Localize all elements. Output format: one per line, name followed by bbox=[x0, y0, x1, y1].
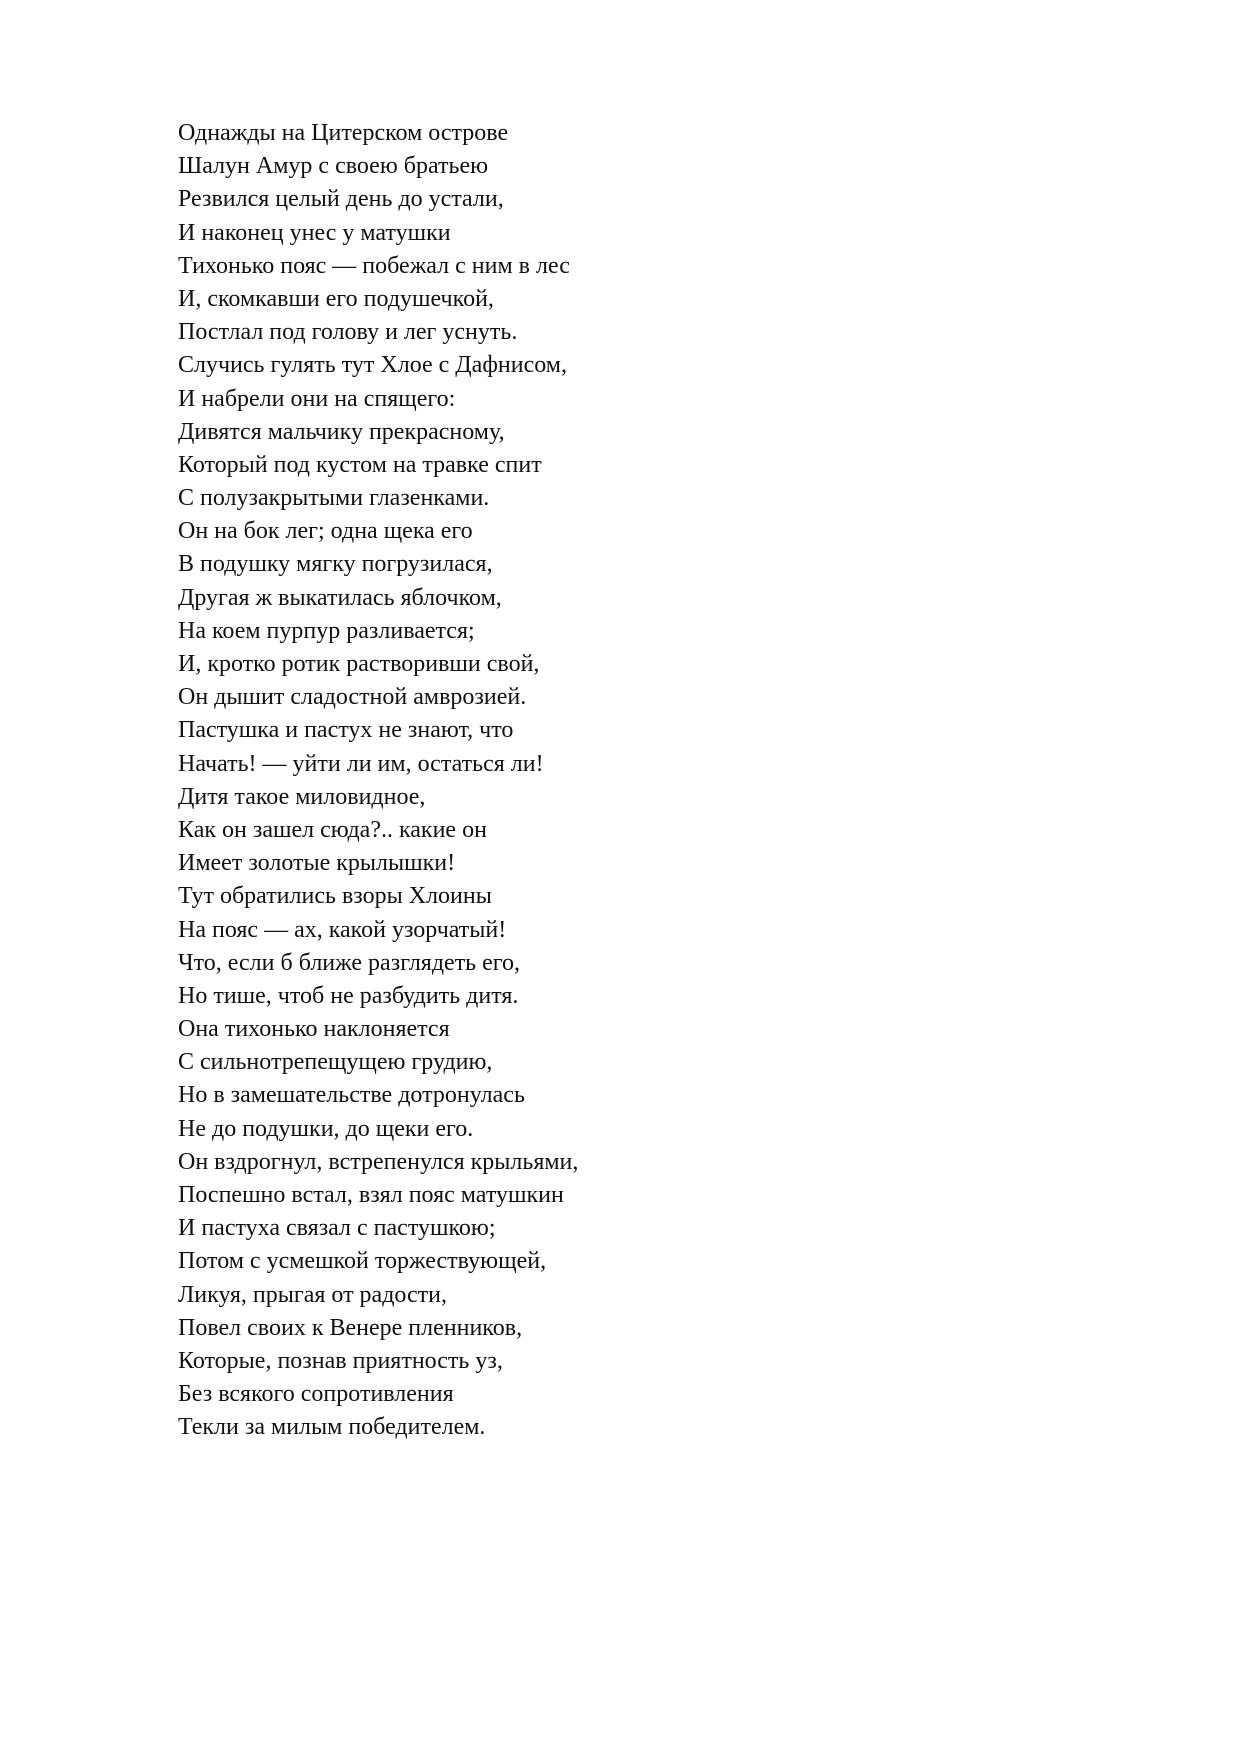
poem-line: Случись гулять тут Хлое с Дафнисом, bbox=[178, 352, 567, 379]
poem-line: Которые, познав приятность уз, bbox=[178, 1347, 503, 1374]
poem-line: Который под кустом на травке спит bbox=[178, 451, 542, 478]
poem-line: И набрели они на спящего: bbox=[178, 385, 456, 412]
poem-line: Потом с усмешкой торжествующей, bbox=[178, 1248, 547, 1275]
poem-line: Резвился целый день до устали, bbox=[178, 186, 504, 213]
poem-line: Тихонько пояс — побежал с ним в лес bbox=[178, 252, 570, 279]
poem-line: Поспешно встал, взял пояс матушкин bbox=[178, 1182, 564, 1208]
poem-line: Пастушка и пастух не знают, что bbox=[178, 717, 514, 744]
poem-line: Однажды на Цитерском острове bbox=[178, 120, 509, 146]
poem-line: И наконец унес у матушки bbox=[178, 219, 451, 246]
poem-line: На коем пурпур разливается; bbox=[178, 617, 475, 644]
poem-line: Он дышит сладостной амврозией. bbox=[178, 684, 527, 711]
poem-line: Тут обратились взоры Хлоины bbox=[178, 883, 492, 910]
poem-line: Ликуя, прыгая от радости, bbox=[178, 1281, 448, 1308]
poem-line: Начать! — уйти ли им, остаться ли! bbox=[178, 750, 544, 777]
poem-line: Но в замешательстве дотронулась bbox=[178, 1082, 525, 1109]
poem-line: Он вздрогнул, встрепенулся крыльями, bbox=[178, 1148, 579, 1175]
poem-line: Другая ж выкатилась яблочком, bbox=[178, 584, 502, 611]
poem-line: Не до подушки, до щеки его. bbox=[178, 1115, 474, 1142]
poem-line: Имеет золотые крылышки! bbox=[178, 850, 456, 877]
poem-line: С сильнотрепещущею грудию, bbox=[178, 1049, 493, 1076]
poem-line: Повел своих к Венере пленников, bbox=[178, 1314, 523, 1341]
poem-line: С полузакрытыми глазенками. bbox=[178, 485, 490, 512]
poem-line: Текли за милым победителем. bbox=[178, 1414, 486, 1441]
poem-text bbox=[178, 117, 578, 1445]
poem-line: Без всякого сопротивления bbox=[178, 1381, 454, 1408]
poem-line: Он на бок лег; одна щека его bbox=[178, 518, 473, 545]
poem-line: И, скомкавши его подушечкой, bbox=[178, 285, 494, 312]
poem-line: Постлал под голову и лег уснуть. bbox=[178, 319, 518, 346]
poem-line: На пояс — ах, какой узорчатый! bbox=[178, 916, 507, 943]
poem-line: И, кротко ротик растворивши свой, bbox=[178, 651, 540, 677]
poem-line: Но тише, чтоб не разбудить дитя. bbox=[178, 982, 519, 1009]
poem-line: Шалун Амур с своею братьею bbox=[178, 153, 489, 180]
poem-line: Как он зашел сюда?.. какие он bbox=[178, 816, 487, 843]
poem-line: Она тихонько наклоняется bbox=[178, 1016, 450, 1043]
poem-line: Дивятся мальчику прекрасному, bbox=[178, 418, 505, 445]
poem-line: Что, если б ближе разглядеть его, bbox=[178, 949, 521, 976]
poem-line: В подушку мягку погрузилася, bbox=[178, 551, 493, 578]
poem-line: Дитя такое миловидное, bbox=[178, 783, 426, 810]
poem-line: И пастуха связал с пастушкою; bbox=[178, 1215, 496, 1242]
